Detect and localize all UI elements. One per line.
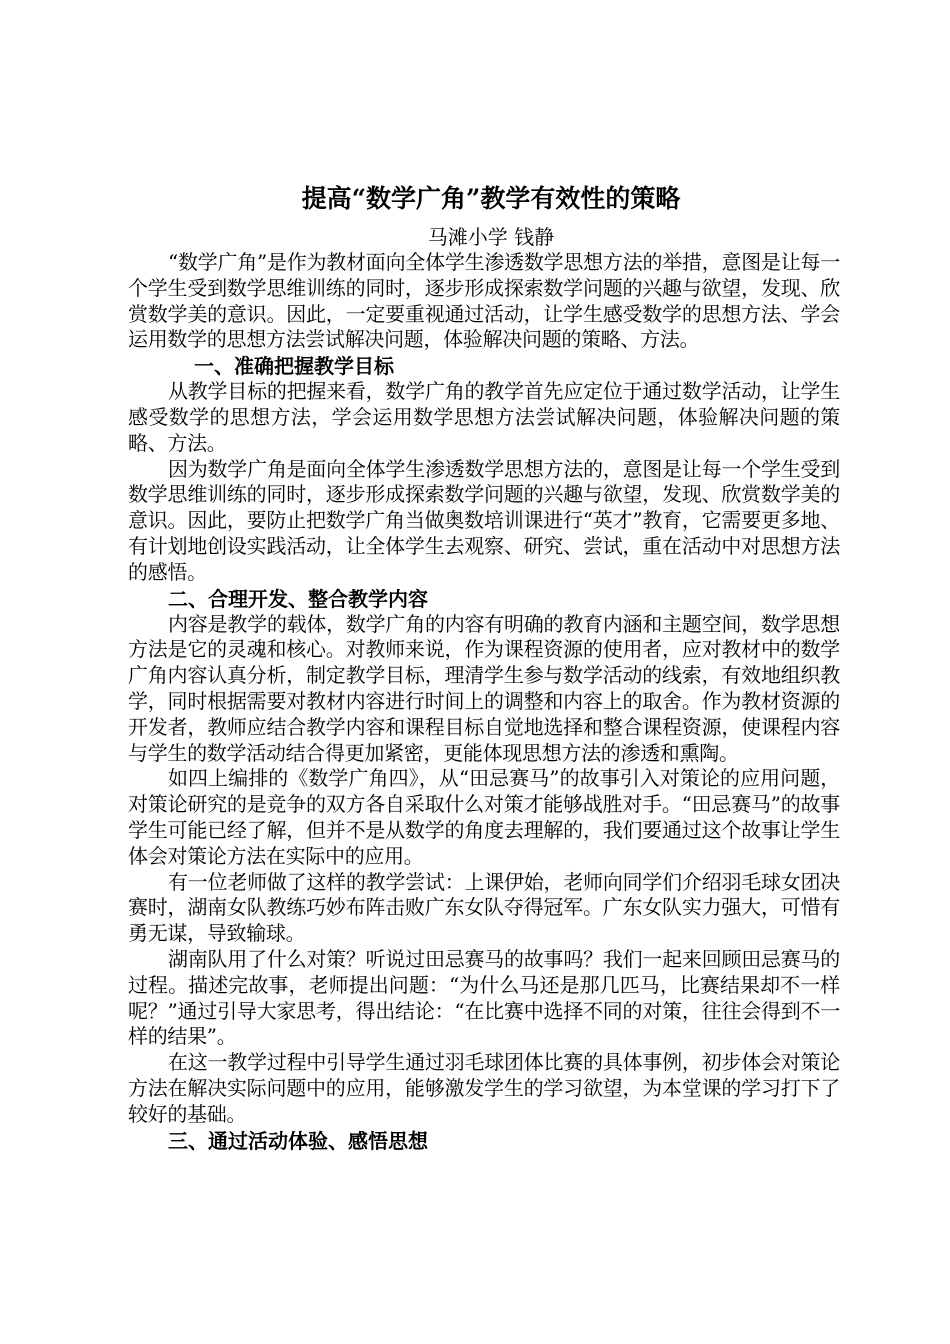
document-title: 提高“数学广角”教学有效性的策略 bbox=[301, 184, 681, 213]
intro-paragraph: “数学广角”是作为教材面向全体学生渗透数学思想方法的举措，意图是让每一个学生受到数学思维训练的同时，逐步形成探索数学问题的兴趣与欲望，发现、欣赏数学美的意识。因此，一定要重视通过活动，让学生感受数学的思想方法、学会运用数学的思想方法尝试解决问题，体验解决问题的策略、方法。 bbox=[128, 250, 840, 352]
section-1-paragraph-2: 因为数学广角是面向全体学生渗透数学思想方法的，意图是让每一个学生受到数学思维训练的同时，逐步形成探索数学问题的兴趣与欲望，发现、欣赏数学美的意识。因此，要防止把数学广角当做奥数培训课进行“英才”教育，它需要更多地、有计划地创设实践活动，让全体学生去观察、研究、尝试，重在活动中对思想方法的感悟。 bbox=[128, 456, 840, 584]
section-1-heading: 一、准确把握教学目标 bbox=[194, 354, 394, 379]
section-3-heading: 三、通过活动体验、感悟思想 bbox=[168, 1128, 428, 1153]
section-1-paragraph-1: 从教学目标的把握来看，数学广角的教学首先应定位于通过数学活动，让学生感受数学的思想方法，学会运用数学思想方法尝试解决问题，体验解决问题的策略、方法。 bbox=[128, 379, 840, 455]
section-2-paragraph-5: 在这一教学过程中引导学生通过羽毛球团体比赛的具体事例，初步体会对策论方法在解决实际问题中的应用，能够激发学生的学习欲望，为本堂课的学习打下了较好的基础。 bbox=[128, 1050, 840, 1126]
section-2-paragraph-1: 内容是教学的载体，数学广角的内容有明确的教育内涵和主题空间，数学思想方法是它的灵魂和核心。对教师来说，作为课程资源的使用者，应对教材中的数学广角内容认真分析，制定教学目标，理清学生参与数学活动的线索，有效地组织教学，同时根据需要对教材内容进行时间上的调整和内容上的取舍。作为教材资源的开发者，教师应结合教学内容和课程目标自觉地选择和整合课程资源，使课程内容与学生的数学活动结合得更加紧密，更能体现思想方法的渗透和熏陶。 bbox=[128, 611, 840, 765]
section-2-paragraph-2: 如四上编排的《数学广角四》，从“田忌赛马”的故事引入对策论的应用问题，对策论研究的是竞争的双方各自采取什么对策才能够战胜对手。“田忌赛马”的故事学生可能已经了解，但并不是从数学的角度去理解的，我们要通过这个故事让学生体会对策论方法在实际中的应用。 bbox=[128, 766, 840, 868]
section-2-heading: 二、合理开发、整合教学内容 bbox=[168, 586, 428, 611]
document-body bbox=[128, 182, 840, 1154]
section-2-paragraph-4: 湖南队用了什么对策？听说过田忌赛马的故事吗？我们一起来回顾田忌赛马的过程。描述完故事，老师提出问题：“为什么马还是那几匹马，比赛结果却不一样呢？”通过引导大家思考，得出结论：“在比赛中选择不同的对策，往往会得到不一样的结果”。 bbox=[128, 946, 840, 1049]
section-2-paragraph-3: 有一位老师做了这样的教学尝试：上课伊始，老师向同学们介绍羽毛球女团决赛时，湖南女队教练巧妙布阵击败广东女队夺得冠军。广东女队实力强大，可惜有勇无谋，导致输球。 bbox=[128, 869, 840, 946]
document-author: 马滩小学 钱静 bbox=[427, 225, 555, 249]
